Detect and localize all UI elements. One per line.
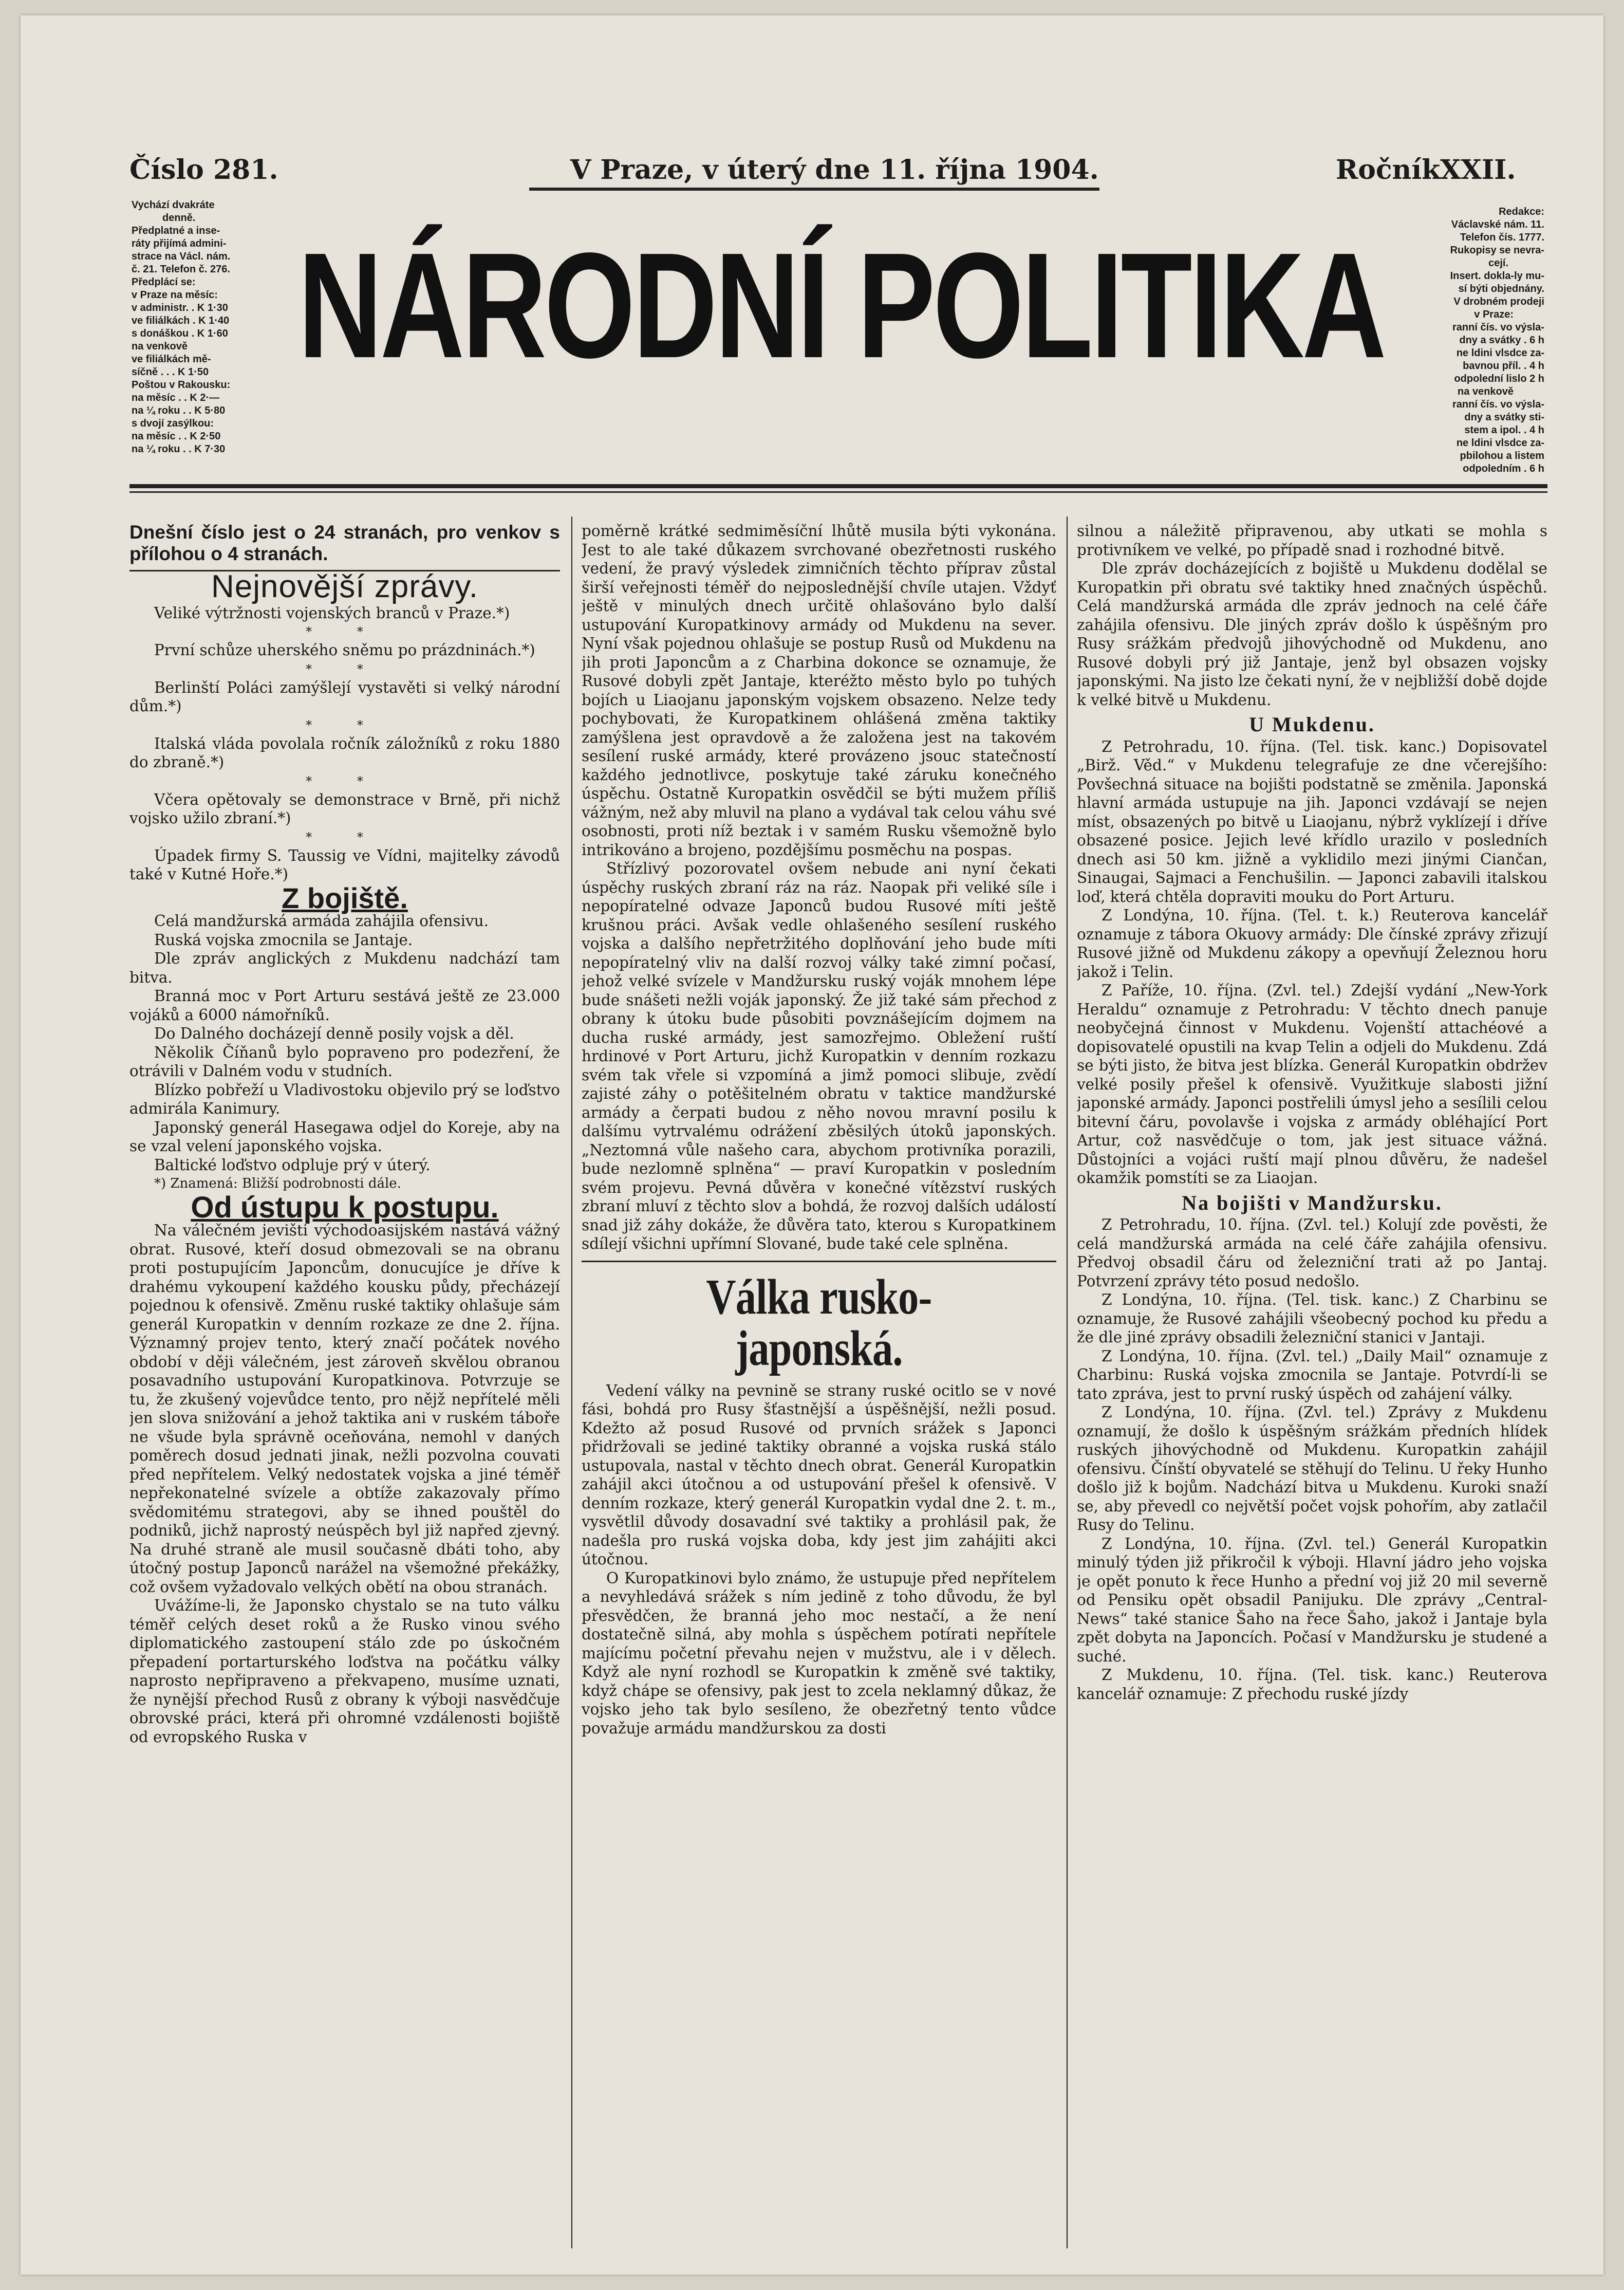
latest-news-heading: Nejnovější zprávy. — [211, 569, 478, 604]
news-item: Italská vláda povolala ročník záložníků z roku 1880 do zbraně.*) — [129, 734, 560, 771]
column-2 — [582, 522, 1056, 2254]
column-3 — [1077, 522, 1547, 2254]
battle-item: Ruská vojska zmocnila se Jantaje. — [154, 931, 413, 949]
volume-number: RočníkXXII. — [1336, 154, 1516, 186]
column-divider-1 — [571, 516, 572, 2248]
war-paragraph: Vedení války na pevnině se strany ruské ocitlo se v nové fási, bohdá pro Rusy šťastnější a úspěšnější, nežli posud. Kdežto až posud Rusové od prvních srážek s Japonci přidržovali se jediné taktiky obranné a vojska ruská stálo ustupovala, nastal v těchto dnech obrat. Generál Kuropatkin zahájil akci útočnou a od ustupování přešel k ofensivě. V denním rozkaze, který generál Kuropatkin vydal dne 2. t. m., vysvětlil důvody dosavadní své taktiky a prohlásil pak, že nadešla pro ruská vojska doba, kdy jest jim zahájiti akci útočnou. — [582, 1381, 1056, 1568]
manchuria-heading: Na bojišti v Mandžursku. — [1182, 1191, 1443, 1214]
column-divider-2 — [1067, 516, 1068, 2248]
article-paragraph: poměrně krátké sedmiměsíční lhůtě musila býti vykonána. Jest to ale také důkazem svrchované obezřetnosti ruského vedení, že pravý výsledek zimničních těchto příprav zůstal širší veřejnosti téměř do nejposlednější chvíle utajen. Vždyť ještě v minulých dnech určitě ohlašováno bylo další ustupování Kuropatkinovy armády od Mukdenu na sever. Nyní však pojednou ohlašuje se postup Rusů od Mukdenu na jih proti Japoncům a z Charbina dokonce se oznamuje, že Rusové dobyli zpět Jantaje, kteréžto město bylo po tuhých bojích u Liaojanu japonským vojskem obsazeno. Nelze tedy pochybovati, že Kuropatkinem ohlášená změna taktiky zamýšlena jest opravdově a že založena jest na takovém sesílení ruské armády, které provázeno jsouc statečností každého jednotlivce, poskytuje také záruku konečného úspěchu. Ostatně Kuropatkin osvědčil se býti mužem příliš vážným, než aby mluvil na plano a vydával tak celou váhu své osobnosti, proti níž beztak i v samém Rusku všemožně bylo intrikováno a brojeno, pozdějšímu posměchu na pospas. — [582, 522, 1056, 859]
article-paragraph: Dle zpráv docházejících z bojiště u Mukdenu dodělal se Kuropatkin při obratu své taktiky hned značných úspěchů. Celá mandžurská armáda dle zpráv jednoch na celé čáře zahájila ofensivu. Dle jiných zpráv došlo k úspěšným pro Rusy srážkám předvojů jihovýchodně od Mukdenu, ano Rusové dobyli prý již Jantaje, jenž byl obsazen vojsky japonskými. Na jisto lze čekati nyní, že v nejbližší době dojde k velké bitvě u Mukdenu. — [1077, 560, 1547, 709]
war-heading: Válka rusko-japonská. — [706, 1269, 932, 1376]
article-paragraph: Uvážíme-li, že Japonsko chystalo se na tuto válku téměř celých deset roků a že Rusko vinou svého diplomatického zastoupení stálo zde po úskočném přepadení portarturského loďstva na počátku války naprosto nepřipraveno a překvapeno, musíme uznati, že nynější přechod Rusů z obrany k výboji nasvědčuje obrovské práci, která při ohromné vzdálenosti bojiště od evropského Ruska v — [129, 1597, 560, 1746]
editorial-info: Redakce: Václavské nám. 11. Telefon čís. 1777. Rukopisy se nevra- cejí. Insert. dokla-ly mu- sí býti objednány. V drobném prodeji v Praze: ranní čís. vo výsla- dny a svátky . 6 h ne ldini vlsdce za- bavnou příl. . 4 h odpolední lislo 2 h na venkově ranní čís. vo výsla- dny a svátky sti- stem a ipol. . 4 h ne ldini vlsdce za- pbilohou a listem odpoledním . 6 h — [1450, 206, 1544, 474]
battle-item: Několik Číňanů bylo popraveno pro podezření, že otrávili v Dalném vodu v studních. — [129, 1043, 560, 1080]
article-paragraph: silnou a náležitě připravenou, aby utkati se mohla s protivníkem ve velké, po případě snad i rozhodné bitvě. — [1077, 522, 1547, 559]
mukden-heading: U Mukdenu. — [1249, 713, 1375, 736]
report-paragraph: Z Londýna, 10. října. (Tel. t. k.) Reuterova kancelář oznamuje z tábora Okuovy armády: Dle čínské zprávy zřizují Rusové jižně od Mukdenu zákopy a opevňují Železnou horu jakož i Telin. — [1077, 907, 1547, 981]
dateline: V Praze, v úterý dne 11. října 1904. — [570, 154, 1099, 186]
battle-item: Blízko pobřeží u Vladivostoku objevilo prý se loďstvo admirála Kanimury. — [129, 1081, 560, 1117]
masthead-rule-thin — [129, 491, 1547, 493]
battle-item: Japonský generál Hasegawa odjel do Koreje, aby na se vzal velení japonského vojska. — [129, 1118, 560, 1155]
battle-item: Baltické loďstvo odpluje prý v úterý. — [154, 1156, 431, 1174]
news-item: Berlinští Poláci zamýšlejí vystavěti si velký národní dům.*) — [129, 678, 560, 715]
masthead-rule — [129, 484, 1547, 488]
battle-item: Do Dalného docházejí denně posily vojsk a děl. — [154, 1025, 514, 1042]
news-item: Veliké výtržnosti vojenských branců v Praze.*) — [154, 604, 510, 622]
subscription-info: Vychází dvakráte denně. Předplatné a inse- ráty přijímá admini- strace na Václ. nám. č. 21. Telefon č. 276. Předplácí se: v Praze na měsíc: v administr. . K 1·30 ve filiálkách . K 1·40 s donáškou . K 1·60 na venkově ve filiálkách mě- síčně . . . K 1·50 Poštou v Rakousku: na měsíc . . K 2·— na ¼ roku . . K 5·80 s dvojí zasýlkou: na měsíc . . K 2·50 na ¼ roku . . K 7·30 — [132, 199, 231, 455]
report-paragraph: Z Petrohradu, 10. října. (Zvl. tel.) Kolují zde pověsti, že celá mandžurská armáda na celé čáře zahájila ofensivu. Předvoj obsadil čáru od železniční trati až po Jantaj. Potvrzení zprávy této posud nedošlo. — [1077, 1216, 1547, 1290]
battle-item: Celá mandžurská armáda zahájila ofensivu. — [154, 912, 489, 930]
report-paragraph: Z Mukdenu, 10. října. (Tel. tisk. kanc.) Reuterova kancelář oznamuje: Z přechodu ruské jízdy — [1077, 1666, 1547, 1703]
article-paragraph: Na válečném jevišti východoasijském nastává vážný obrat. Rusové, kteří dosud obmezovali se na obranu proti postupujícím Japoncům, donucujíce je dříve k drahému vykoupení každého kousku půdy, přecházejí pojednou k ofensivě. Změnu ruské taktiky ohlašuje sám generál Kuropatkin v denním rozkaze ze dne 2. října. Významný projev tento, který značí počátek nového období v ději válečném, jest zároveň skvělou obranou posavadního ustupování Kuropatkinova. Potvrzuje se tu, že zkušený vojevůdce tento, pro nějž nepřítelé měli jen slova snižování a jehož taktika ani v ruském táboře ne všude byla správně oceňována, nemohl v daných poměrech dosud jednati jinak, nežli pozvolna couvati před nepřítelem. Velký nedostatek vojska a jiné téměř nepřekonatelné svízele a obtíže zakazovaly přímo svědomitému strategovi, aby se ihned pouštěl do podniků, jichž naprostý neúspěch byl již napřed zjevný. Na druhé straně ale musil současně dbáti toho, aby útočný postup Japonců narážel na všemožné překážky, což ovšem vyžadovalo velkých obětí na obou stranách. — [129, 1222, 560, 1596]
report-paragraph: Z Londýna, 10. října. (Zvl. tel.) Zprávy z Mukdenu oznamují, že došlo k úspěšným srážkám předních hlídek ruských jihovýchodně od Mukdenu. Kuropatkin zahájil ofensivu. Čínští obyvatelé se stěhují do Telinu. U řeky Hunho došlo již k bojům. Nadchází bitva u Mukdenu. Kuroki snaží se, aby převedl co největší počet vojsk pohořím, aby zatlačil Rusy do Telinu. — [1077, 1403, 1547, 1534]
newspaper-page — [21, 15, 1603, 2275]
battlefield-heading: Z bojiště. — [282, 881, 408, 914]
war-paragraph: O Kuropatkinovi bylo známo, že ustupuje před nepřítelem a nevyhledává srážek s ním jedině z toho důvodu, že byl přesvědčen, že branná jeho moc nestačí, a že není dostatečně silná, aby mohla s úspěchem potírati nepřítele majícímu početní převahu nejen v mužstvu, ale i v dělech. Když ale nyní rozhodl se Kuropatkin k změně své taktiky, když chápe se ofensivy, pak jest to zcela neklamný důkaz, že vojsko jeho tak bylo sesíleno, že obezřetný tento vůdce považuje armádu mandžurskou za dosti — [582, 1569, 1056, 1737]
battle-item: Dle zpráv anglických z Mukdenu nadchází tam bitva. — [129, 950, 560, 986]
news-item: První schůze uherského sněmu po prázdninách.*) — [154, 641, 535, 659]
issue-notice: Dnešní číslo jest o 24 stranách, pro venkov s přílohou o 4 stranách. — [129, 522, 560, 564]
news-item: Úpadek firmy S. Taussig ve Vídni, majitelky závodů také v Kutné Hoře.*) — [129, 846, 560, 883]
report-paragraph: Z Paříže, 10. října. (Zvl. tel.) Zdejší vydání „New-York Heraldu“ oznamuje z Petrohradu: V těchto dnech panuje neobyčejná činnost v Mukdenu. Vojenští attachéové a dopisovatelé opustili na kvap Telin a odjeli do Mukdenu. Zdá se býti jisto, že bitva jest blízka. Generál Kuropatkin obdržev velké posily přešel k ofensivě. Využitkuje slabosti jižní japonské armády. Japonci postřelili úmysl jeho a sesílili celou bitevní čáru, povolavše i vojska z armády obléhající Port Artur, což nasvědčuje o tom, jak jest situace vážná. Důstojníci a vojáci ruští mají plnou důvěru, že nadešel okamžik pomstíti se za Liaojan. — [1077, 982, 1547, 1187]
masthead-title: NÁRODNÍ POLITIKA — [298, 221, 1385, 389]
battle-item: Branná moc v Port Arturu sestává ještě ze 23.000 vojáků a 6000 námořníků. — [129, 987, 560, 1024]
report-paragraph: Z Londýna, 10. října. (Zvl. tel.) „Daily Mail“ oznamuje z Charbinu: Ruská vojska zmocnila se Jantaje. Potvrdí-li se tato zpráva, jest to první ruský úspěch od zahájení války. — [1077, 1347, 1547, 1402]
issue-number: Číslo 281. — [129, 154, 278, 186]
news-item: Včera opětovaly se demonstrace v Brně, při nichž vojsko užilo zbraní.*) — [129, 790, 560, 827]
footnote: *) Znamená: Bližší podrobnosti dále. — [154, 1176, 401, 1191]
column-1: Dnešní číslo jest o 24 stranách, pro venkov s přílohou o 4 stranách. Nejnovější zprávy. Veliké výtržnosti vojenských branců v Praze.*) * * První schůze uherského sněmu po prázdninách.*) * * Berlinští Poláci zamýšlejí vystavěti si velký národní dům.*) * * Italská vláda povolala ročník záložníků z roku 1880 do zbraně.*) * * Včera opětovaly se demonstrace v Brně, při nichž vojsko užilo zbraní.*) * * Úpadek firmy S. Taussig ve Vídni, majitelky závodů také v Kutné Hoře.*) Z bojiště. Celá mandžurská armáda zahájila ofensivu. Ruská vojska zmocnila se Jantaje. Dle zpráv anglických z Mukdenu nadchází tam bitva. Branná moc v Port Arturu sestává ještě ze 23.000 vojáků a 6000 námořníků. Do Dalného docházejí denně posily vojsk a děl. Několik Číňanů bylo popraveno pro podezření, že otrávili v Dalném vodu v studních. Blízko pobřeží u Vladivostoku objevilo prý se loďstvo admirála Kanimury. Japonský generál Hasegawa odjel do Koreje, aby na se vzal velení japonského vojska. Baltické loďstvo odpluje prý v úterý. *) Znamená: Bližší podrobnosti dále. Od ústupu k postupu. Na válečném jevišti východoasijském nastává vážný obrat. Rusové, kteří dosud obmezovali se na obranu proti postupujícím Japoncům, donucujíce je dříve k drahému vykoupení každého kousku půdy, přecházejí pojednou k ofensivě. Změnu ruské taktiky ohlašuje sám generál Kuropatkin v denním rozkaze ze dne 2. října. Významný projev tento, který značí počátek nového období v ději válečném, jest zároveň skvělou obranou posavadního ustupování Kuropatkinova. Potvrzuje se tu, že zkušený vojevůdce tento, pro nějž nepřítelé měli jen slova snižování a jehož taktika ani v ruském táboře ne všude byla správně oceňována, nemohl v daných poměrech dosud jednati jinak, nežli pozvolna couvati před nepřítelem. Velký nedostatek vojska a jiné téměř nepřekonatelné svízele a obtíže zakazovaly přímo svědomitému strategovi, aby se ihned pouštěl do podniků, jichž naprostý neúspěch byl již napřed zjevný. Na druhé straně ale musil současně dbáti toho, aby útočný postup Japonců narážel na všemožné překážky, což ovšem vyžadovalo velkých obětí na obou stranách. Uvážíme-li, že Japonsko chystalo se na tuto válku téměř celých deset roků a že Rusko vinou svého diplomatického zastoupení stálo zde po úskočném přepadení portarturského loďstva na počátku války naprosto nepřipraveno a překvapeno, musíme uznati, že nynější přechod Rusů z obrany k výboji nasvědčuje obrovské práci, která při ohromné vzdálenosti bojiště od evropského Ruska v — [129, 522, 560, 1746]
dateline-rule — [529, 188, 1099, 191]
report-paragraph: Z Petrohradu, 10. října. (Tel. tisk. kanc.) Dopisovatel „Birž. Věd.“ v Mukdenu telegrafuje ze dne včerejšího: Povšechná situace na bojišti podstatně se změnila. Japonská hlavní armáda ustupuje na jih. Japonci vzdávají se nejen míst, obsazených po bitvě u Liaojanu, nýbrž vyklízejí i dříve obsazené posice. Jejich levé křídlo urazilo v posledních dnech asi 50 km. jižně a vyklidilo mezi jinými Ciančan, Sinaugai, Sajmaci a Fenchušilin. — Japonci zabavili italskou loď, která chtěla dopraviti mouku do Port Arturu. — [1077, 737, 1547, 906]
article-paragraph: Střízlivý pozorovatel ovšem nebude ani nyní čekati úspěchy ruských zbraní ráz na ráz. Naopak při veliké síle i nepopíratelné odvaze Japonců budou Rusové míti ještě krušnou práci. Avšak vedle ohlašeného sesílení ruského vojska a dalšího nepřetržitého doplňování jeho bude míti nepopíratelný vliv na další rozvoj války také zimní počasí, jehož velké svízele v Mandžursku ruský voják mnohem lépe bude snášeti nežli voják japonský. Že již také sám přechod z obrany k útoku bude působiti povznášejícím dojmem na ducha ruské armády, jest samozřejmo. Obležení ruští hrdinové v Port Arturu, jichž Kuropatkin v denním rozkazu svém tak vřele si vzpomíná a jimž pomoci slibuje, zvědí zajisté záhy o potěšitelném obratu v taktice mandžurské armády a čerpati budou z něho novou mravní posilu k dalšímu vytrvalému odrážení zběsilých útoků japonských. „Neztomná vůle našeho cara, abychom protivníka porazili, bude nezlomně splněna“ — praví Kuropatkin v posledním svém projevu. Pevná důvěra v konečné vítězství ruských zbraní mluví z těchto slov a bohdá, že rozvoj dalších událostí snad již záhy dokáže, že důvěra tato, kterou s Kuropatkinem sdílejí všichni upřímní Slované, bude také cele splněna. — [582, 860, 1056, 1252]
article-heading: Od ústupu k postupu. — [191, 1190, 499, 1224]
report-paragraph: Z Londýna, 10. října. (Tel. tisk. kanc.) Z Charbinu se oznamuje, že Rusové zahájili všeobecný pochod ku předu a že dle jiné zprávy obsadili železniční stanici v Jantaji. — [1077, 1291, 1547, 1346]
report-paragraph: Z Londýna, 10. října. (Zvl. tel.) Generál Kuropatkin minulý týden již přikročil k výboji. Hlavní jádro jeho vojska je opět ponuto k řece Hunho a přední voj již 20 mil severně od Pensiku opět obsadil Panijuku. Dle zprávy „Central-News“ také stanice Šaho na řece Šaho, jakož i Jantaje byla zpět dobyta na Japoncích. Počasí v Mandžursku je studené a suché. — [1077, 1535, 1547, 1665]
